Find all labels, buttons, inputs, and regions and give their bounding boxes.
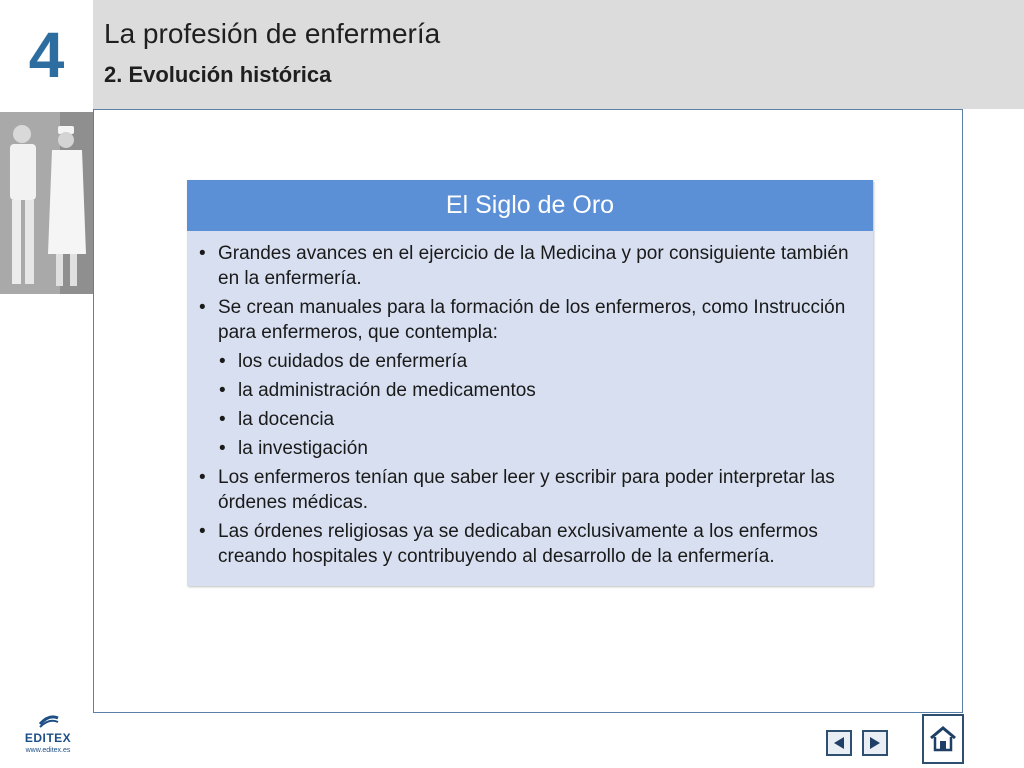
chapter-number: 4 [28, 18, 65, 91]
home-icon [928, 724, 958, 754]
page-title: La profesión de enfermería [104, 18, 441, 49]
sub-bullet-item: • los cuidados de enfermería [199, 349, 857, 374]
logo-url: www.editex.es [25, 747, 71, 754]
bullet-item: • Grandes avances en el ejercicio de la Medicina y por consiguiente también en la enfermería. [199, 241, 857, 291]
sub-bullet-item: • la docencia [199, 407, 857, 432]
logo-text: EDITEX [24, 731, 72, 745]
triangle-left-icon [831, 735, 847, 751]
nurses-photo [0, 112, 93, 294]
home-button[interactable] [922, 714, 964, 764]
header-bar [93, 0, 1024, 109]
triangle-right-icon [867, 735, 883, 751]
content-card [187, 180, 873, 586]
sub-bullet-item: • la investigación [199, 436, 857, 461]
next-slide-button[interactable] [862, 730, 888, 756]
card-body [187, 231, 873, 569]
editex-logo [18, 712, 78, 762]
editex-logo-mark-icon [38, 712, 60, 728]
card-title: El Siglo de Oro [187, 180, 873, 231]
bullet-item: • Se crean manuales para la formación de los enfermeros, como Instrucción para enfermeros, que contempla: [199, 295, 857, 345]
previous-slide-button[interactable] [826, 730, 852, 756]
page-subtitle: 2. Evolución histórica [104, 62, 332, 87]
bullet-item: • Los enfermeros tenían que saber leer y escribir para poder interpretar las órdenes médicas. [199, 465, 857, 515]
sub-bullet-item: • la administración de medicamentos [199, 378, 857, 403]
bullet-item: • Las órdenes religiosas ya se dedicaban exclusivamente a los enfermos creando hospitales y contribuyendo al desarrollo de la enfermería. [199, 519, 857, 569]
